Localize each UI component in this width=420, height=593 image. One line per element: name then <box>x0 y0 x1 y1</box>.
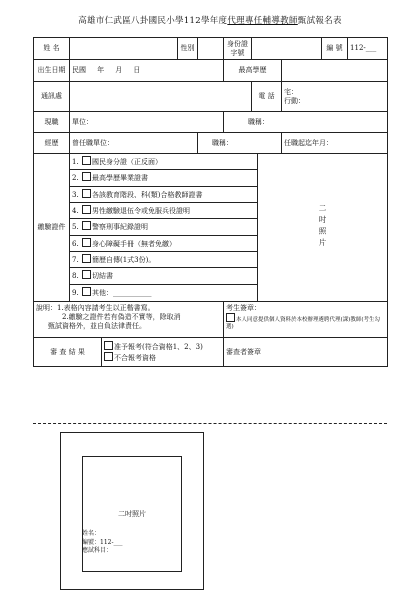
prev-title[interactable]: 職稱： <box>198 133 282 154</box>
number-label: 編 號 <box>322 38 348 60</box>
document-checkbox[interactable] <box>82 156 91 165</box>
document-item <box>70 170 258 186</box>
review-label: 審 查 結 果 <box>34 338 102 367</box>
approve-text: 准予報考(符合資格1、2、3) <box>114 343 203 351</box>
document-text: 國民身分證（正反面） <box>92 158 162 167</box>
card-subject: 應試科目： <box>82 547 113 554</box>
phone-mobile: 行動： <box>284 96 306 105</box>
row-name <box>34 38 388 60</box>
card-name: 姓名： <box>82 530 101 537</box>
document-text: 身心障礙手冊（無者免繳） <box>92 239 176 248</box>
note-line-3: 甄試資格外，並自負法律責任。 <box>48 322 146 330</box>
document-number: 4. <box>72 207 79 216</box>
document-number: 6. <box>72 239 79 248</box>
form-title <box>0 14 420 26</box>
address-field[interactable] <box>70 82 252 112</box>
document-checkbox[interactable] <box>82 189 91 198</box>
document-text: 其他：___________ <box>92 288 152 297</box>
signature-cell <box>224 302 388 338</box>
consent-text: 本人同意提供個人資料於本校辦理遴聘代理(課)教師(考生勾選) <box>226 317 380 330</box>
documents-cell <box>70 154 388 302</box>
document-item <box>70 268 258 284</box>
consent-row <box>226 313 385 331</box>
dob-field[interactable]: 民國 年 月 日 <box>70 60 224 82</box>
document-item <box>70 219 258 235</box>
current-job-label: 現職 <box>34 112 70 133</box>
document-checkbox[interactable] <box>82 172 91 181</box>
education-label: 最高學歷 <box>224 60 282 82</box>
prev-unit[interactable]: 曾任職單位： <box>70 133 198 154</box>
current-unit[interactable]: 單位： <box>70 112 224 133</box>
id-field[interactable] <box>252 38 322 60</box>
approve-checkbox[interactable] <box>104 341 113 350</box>
period-field[interactable]: 任職起迄年月： <box>282 133 388 154</box>
document-text: 男性繳驗退伍令或免服兵役證明 <box>92 207 190 216</box>
document-item <box>70 203 258 219</box>
documents-list <box>70 154 258 301</box>
phone-home: 宅： <box>284 87 299 96</box>
document-checkbox[interactable] <box>82 254 91 263</box>
row-birth <box>34 60 388 82</box>
phone-label: 電 話 <box>252 82 282 112</box>
photo-area <box>258 154 387 301</box>
photo-label: 二吋照片 <box>318 204 328 251</box>
row-documents <box>34 154 388 302</box>
document-item <box>70 252 258 268</box>
document-number: 5. <box>72 223 79 232</box>
title-suffix: 甄試報名表 <box>297 16 342 26</box>
document-text: 簡歷自傳(1式3份)。 <box>92 255 156 264</box>
document-text: 最高學歷畢業證書 <box>92 174 148 183</box>
row-review <box>34 338 388 367</box>
document-number: 3. <box>72 190 79 199</box>
number-value: 112-___ <box>348 38 388 60</box>
document-number: 9. <box>72 288 79 297</box>
document-item <box>70 187 258 203</box>
row-current-job <box>34 112 388 133</box>
card-info <box>82 530 122 556</box>
reject-checkbox[interactable] <box>104 352 113 361</box>
current-title[interactable]: 職稱： <box>224 112 388 133</box>
document-checkbox[interactable] <box>82 238 91 247</box>
row-address <box>34 82 388 112</box>
consent-checkbox[interactable] <box>226 313 235 322</box>
document-text: 切結書 <box>92 272 113 281</box>
candidate-sign-label: 考生簽章： <box>226 304 262 312</box>
experience-label: 經歷 <box>34 133 70 154</box>
dob-label: 出生日期 <box>34 60 70 82</box>
name-field[interactable] <box>70 38 178 60</box>
cut-line <box>33 423 387 424</box>
title-position: 代理專任輔導教師 <box>227 16 298 26</box>
document-number: 8. <box>72 272 79 281</box>
education-field[interactable] <box>282 60 388 82</box>
document-text: 各該教育階段、科(類)合格教師證書 <box>92 190 203 199</box>
row-notes <box>34 302 388 338</box>
gender-label: 性別 <box>178 38 198 60</box>
document-checkbox[interactable] <box>82 287 91 296</box>
document-checkbox[interactable] <box>82 270 91 279</box>
document-checkbox[interactable] <box>82 205 91 214</box>
document-item <box>70 285 258 301</box>
document-number: 1. <box>72 158 79 167</box>
name-label: 姓 名 <box>34 38 70 60</box>
document-number: 2. <box>72 174 79 183</box>
photo-card <box>60 432 204 590</box>
phone-field[interactable] <box>282 82 388 112</box>
application-form <box>33 37 388 367</box>
note-line-2: 2.繳驗之證件若有偽造不實等，除取消 <box>62 313 181 321</box>
row-experience <box>34 133 388 154</box>
gender-field[interactable] <box>198 38 224 60</box>
reviewer-sign: 審查者簽章 <box>224 338 388 367</box>
note-line-1: 說明：1.表格內容請考生以正楷書寫。 <box>36 304 155 312</box>
title-prefix: 高雄市仁武區八卦國民小學112學年度 <box>78 16 228 26</box>
document-item <box>70 236 258 252</box>
id-label: 身份證字號 <box>224 38 252 60</box>
card-photo-box: 二吋照片 <box>82 456 182 572</box>
notes-cell <box>34 302 224 338</box>
document-number: 7. <box>72 255 79 264</box>
address-label: 通訊處 <box>34 82 70 112</box>
document-item <box>70 154 258 170</box>
document-text: 警察刑事紀錄證明 <box>92 223 148 232</box>
card-number: 編號：112-___ <box>82 538 123 546</box>
documents-label: 繳驗證件 <box>34 154 70 302</box>
reject-text: 不合報考資格 <box>114 354 156 362</box>
document-checkbox[interactable] <box>82 221 91 230</box>
review-options <box>102 338 224 367</box>
